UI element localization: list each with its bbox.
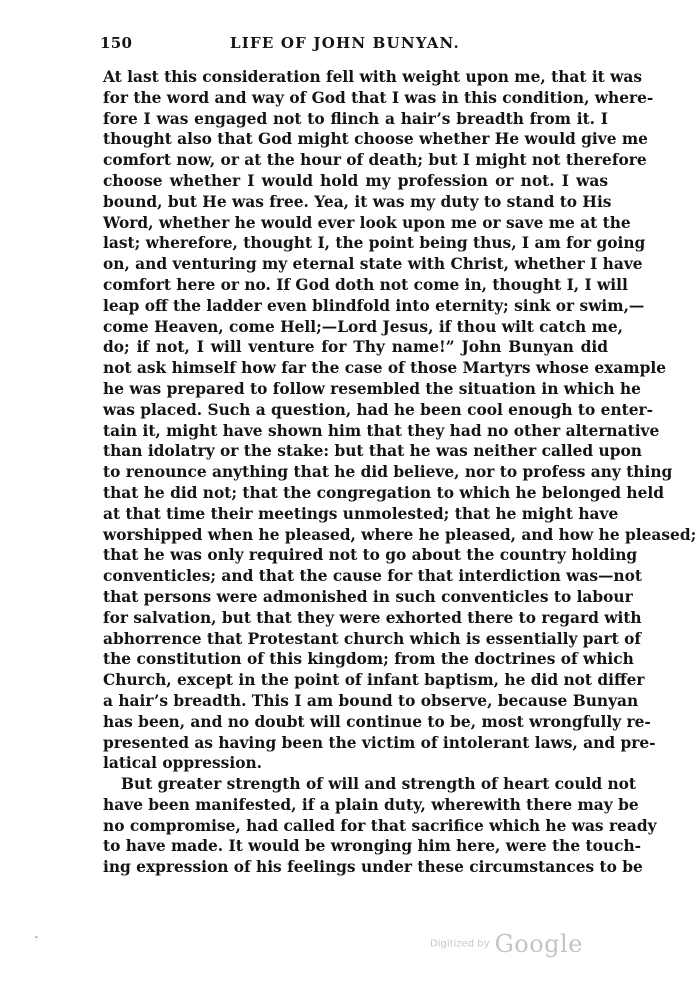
text-line: thought also that God might choose whether He would give me — [103, 130, 648, 149]
text-line: on, and venturing my eternal state with Christ, whether I have — [103, 255, 643, 274]
watermark-prefix: Digitized by — [430, 938, 490, 950]
text-line-paragraph-end: latical oppression. — [103, 754, 263, 773]
text-line: Word, whether he would ever look upon me or save me at the — [103, 213, 631, 232]
text-line: presented as having been the victim of intolerant laws, and pre- — [103, 733, 656, 752]
text-line: than idolatry or the stake: but that he was neither called upon — [103, 442, 642, 461]
text-line: worshipped when he pleased, where he pleased, and how he pleased; — [103, 525, 696, 544]
footer-mark: ˇ — [34, 937, 39, 947]
text-line: he was prepared to follow resembled the situation in which he — [103, 379, 641, 398]
body-text — [103, 67, 696, 878]
text-line: bound, but He was free. Yea, it was my duty to stand to His — [103, 192, 612, 211]
text-line: for the word and way of God that I was in this condition, where- — [103, 88, 654, 107]
text-line: no compromise, had called for that sacrifice which he was ready — [103, 816, 657, 835]
text-line: choose whether I would hold my profession or not. I was — [103, 171, 608, 190]
running-title: LIFE OF JOHN BUNYAN. — [230, 34, 460, 52]
text-line: do; if not, I will venture for Thy name!” John Bunyan did — [103, 338, 608, 357]
text-line: have been manifested, if a plain duty, wherewith there may be — [103, 795, 639, 814]
text-line: conventicles; and that the cause for that interdiction was—not — [103, 567, 642, 586]
text-line: a hair’s breadth. This I am bound to observe, because Bunyan — [103, 691, 639, 710]
text-line-paragraph-start: But greater strength of will and strength of heart could not — [121, 775, 637, 794]
text-line: at that time their meetings unmolested; that he might have — [103, 504, 619, 523]
text-line: last; wherefore, thought I, the point being thus, I am for going — [103, 234, 646, 253]
text-line: that persons were admonished in such conventicles to labour — [103, 587, 633, 606]
text-line: comfort now, or at the hour of death; but I might not therefore — [103, 151, 647, 170]
text-line: was placed. Such a question, had he been cool enough to enter- — [103, 400, 654, 419]
text-line: comfort here or no. If God doth not come in, thought I, I will — [103, 275, 628, 294]
text-line: come Heaven, come Hell;—Lord Jesus, if thou wilt catch me, — [103, 317, 623, 336]
text-line: to have made. It would be wronging him here, were the touch- — [103, 837, 642, 856]
text-line: ing expression of his feelings under these circumstances to be — [103, 858, 643, 877]
text-line: that he did not; that the congregation to which he belonged held — [103, 483, 664, 502]
text-line: for salvation, but that they were exhorted there to regard with — [103, 608, 642, 627]
text-line: that he was only required not to go about the country holding — [103, 546, 638, 565]
text-line: tain it, might have shown him that they had no other alternative — [103, 421, 660, 440]
digitized-watermark — [430, 930, 583, 970]
text-line: fore I was engaged not to flinch a hair’s breadth from it. I — [103, 109, 608, 128]
text-line: abhorrence that Protestant church which is essentially part of — [103, 629, 641, 648]
text-line: leap off the ladder even blindfold into eternity; sink or swim,— — [103, 296, 645, 315]
text-line: the constitution of this kingdom; from the doctrines of which — [103, 650, 634, 669]
text-line: At last this consideration fell with weight upon me, that it was — [103, 68, 643, 86]
text-line: Church, except in the point of infant baptism, he did not differ — [103, 671, 645, 690]
google-logo: Google — [494, 930, 583, 958]
page-number: 150 — [100, 34, 133, 52]
text-line: not ask himself how far the case of those Martyrs whose example — [103, 359, 666, 378]
text-line: has been, and no doubt will continue to be, most wrongfully re- — [103, 712, 651, 731]
page-header — [100, 34, 605, 54]
text-line: to renounce anything that he did believe, nor to profess any thing — [103, 463, 673, 482]
